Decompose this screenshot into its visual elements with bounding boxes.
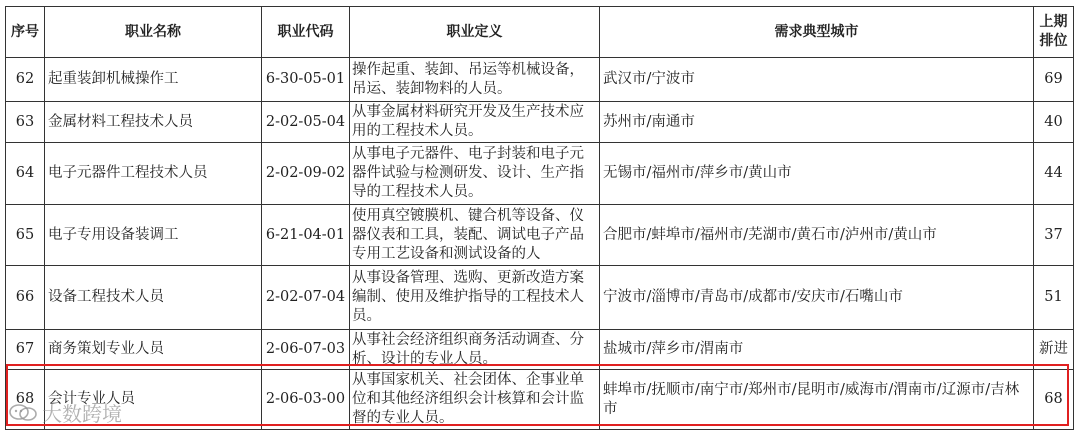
table-row	[6, 143, 1074, 205]
cell-prev-rank: 51	[1034, 266, 1074, 330]
cell-cities: 武汉市/宁波市	[600, 58, 1034, 102]
table-row	[6, 58, 1074, 102]
header-prev-rank-line2: 排位	[1039, 33, 1068, 49]
header-seq: 序号	[6, 7, 45, 58]
table-header-row	[6, 7, 1074, 58]
table-row	[6, 266, 1074, 330]
cell-seq: 63	[6, 102, 45, 143]
occupation-table	[5, 6, 1074, 430]
cell-seq: 68	[6, 370, 45, 430]
cell-prev-rank: 新进	[1034, 330, 1074, 370]
cell-cities: 盐城市/萍乡市/渭南市	[600, 330, 1034, 370]
cell-definition: 从事电子元器件、电子封装和电子元器件试验与检测研发、设计、生产指导的工程技术人员。	[350, 143, 600, 205]
header-definition: 职业定义	[350, 7, 600, 58]
cell-code: 2-02-07-04	[262, 266, 350, 330]
cell-cities: 蚌埠市/抚顺市/南宁市/郑州市/昆明市/威海市/渭南市/辽源市/吉林市	[600, 370, 1034, 430]
cell-code: 2-02-05-04	[262, 102, 350, 143]
cell-prev-rank: 44	[1034, 143, 1074, 205]
cell-definition: 操作起重、装卸、吊运等机械设备，吊运、装卸物料的人员。	[350, 58, 600, 102]
header-name: 职业名称	[45, 7, 262, 58]
cell-prev-rank: 40	[1034, 102, 1074, 143]
cell-name: 金属材料工程技术人员	[45, 102, 262, 143]
cell-name: 电子元器件工程技术人员	[45, 143, 262, 205]
header-code: 职业代码	[262, 7, 350, 58]
cell-name: 起重装卸机械操作工	[45, 58, 262, 102]
watermark	[8, 398, 122, 427]
cell-cities: 无锡市/福州市/萍乡市/黄山市	[600, 143, 1034, 205]
cell-prev-rank: 37	[1034, 205, 1074, 266]
cell-seq: 67	[6, 330, 45, 370]
table-row	[6, 102, 1074, 143]
cell-seq: 65	[6, 205, 45, 266]
cell-definition: 使用真空镀膜机、键合机等设备、仪器仪表和工具，装配、调试电子产品专用工艺设备和测试设备的人	[350, 205, 600, 266]
cell-definition: 从事社会经济组织商务活动调查、分析、设计的专业人员。	[350, 330, 600, 370]
cell-name: 商务策划专业人员	[45, 330, 262, 370]
cell-name: 设备工程技术人员	[45, 266, 262, 330]
header-cities: 需求典型城市	[600, 7, 1034, 58]
cell-name: 会计专业人员	[45, 370, 262, 430]
cell-code: 2-02-09-02	[262, 143, 350, 205]
cell-name: 电子专用设备装调工	[45, 205, 262, 266]
chat-bubbles-icon	[8, 402, 38, 424]
header-prev-rank-line1: 上期	[1039, 14, 1068, 30]
cell-cities: 合肥市/蚌埠市/福州市/芜湖市/黄石市/泸州市/黄山市	[600, 205, 1034, 266]
cell-prev-rank: 69	[1034, 58, 1074, 102]
cell-cities: 宁波市/淄博市/青岛市/成都市/安庆市/石嘴山市	[600, 266, 1034, 330]
cell-seq: 62	[6, 58, 45, 102]
cell-seq: 66	[6, 266, 45, 330]
cell-definition: 从事设备管理、选购、更新改造方案编制、使用及维护指导的工程技术人员。	[350, 266, 600, 330]
cell-prev-rank: 68	[1034, 370, 1074, 430]
cell-seq: 64	[6, 143, 45, 205]
table-row-highlighted	[6, 370, 1074, 430]
cell-definition: 从事金属材料研究开发及生产技术应用的工程技术人员。	[350, 102, 600, 143]
watermark-text: 大数跨境	[42, 402, 122, 426]
cell-code: 6-21-04-01	[262, 205, 350, 266]
table-row	[6, 205, 1074, 266]
cell-code: 2-06-07-03	[262, 330, 350, 370]
cell-code: 2-06-03-00	[262, 370, 350, 430]
cell-cities: 苏州市/南通市	[600, 102, 1034, 143]
table-row	[6, 330, 1074, 370]
cell-code: 6-30-05-01	[262, 58, 350, 102]
cell-definition: 从事国家机关、社会团体、企事业单位和其他经济组织会计核算和会计监督的专业人员。	[350, 370, 600, 430]
header-prev-rank	[1034, 7, 1074, 58]
